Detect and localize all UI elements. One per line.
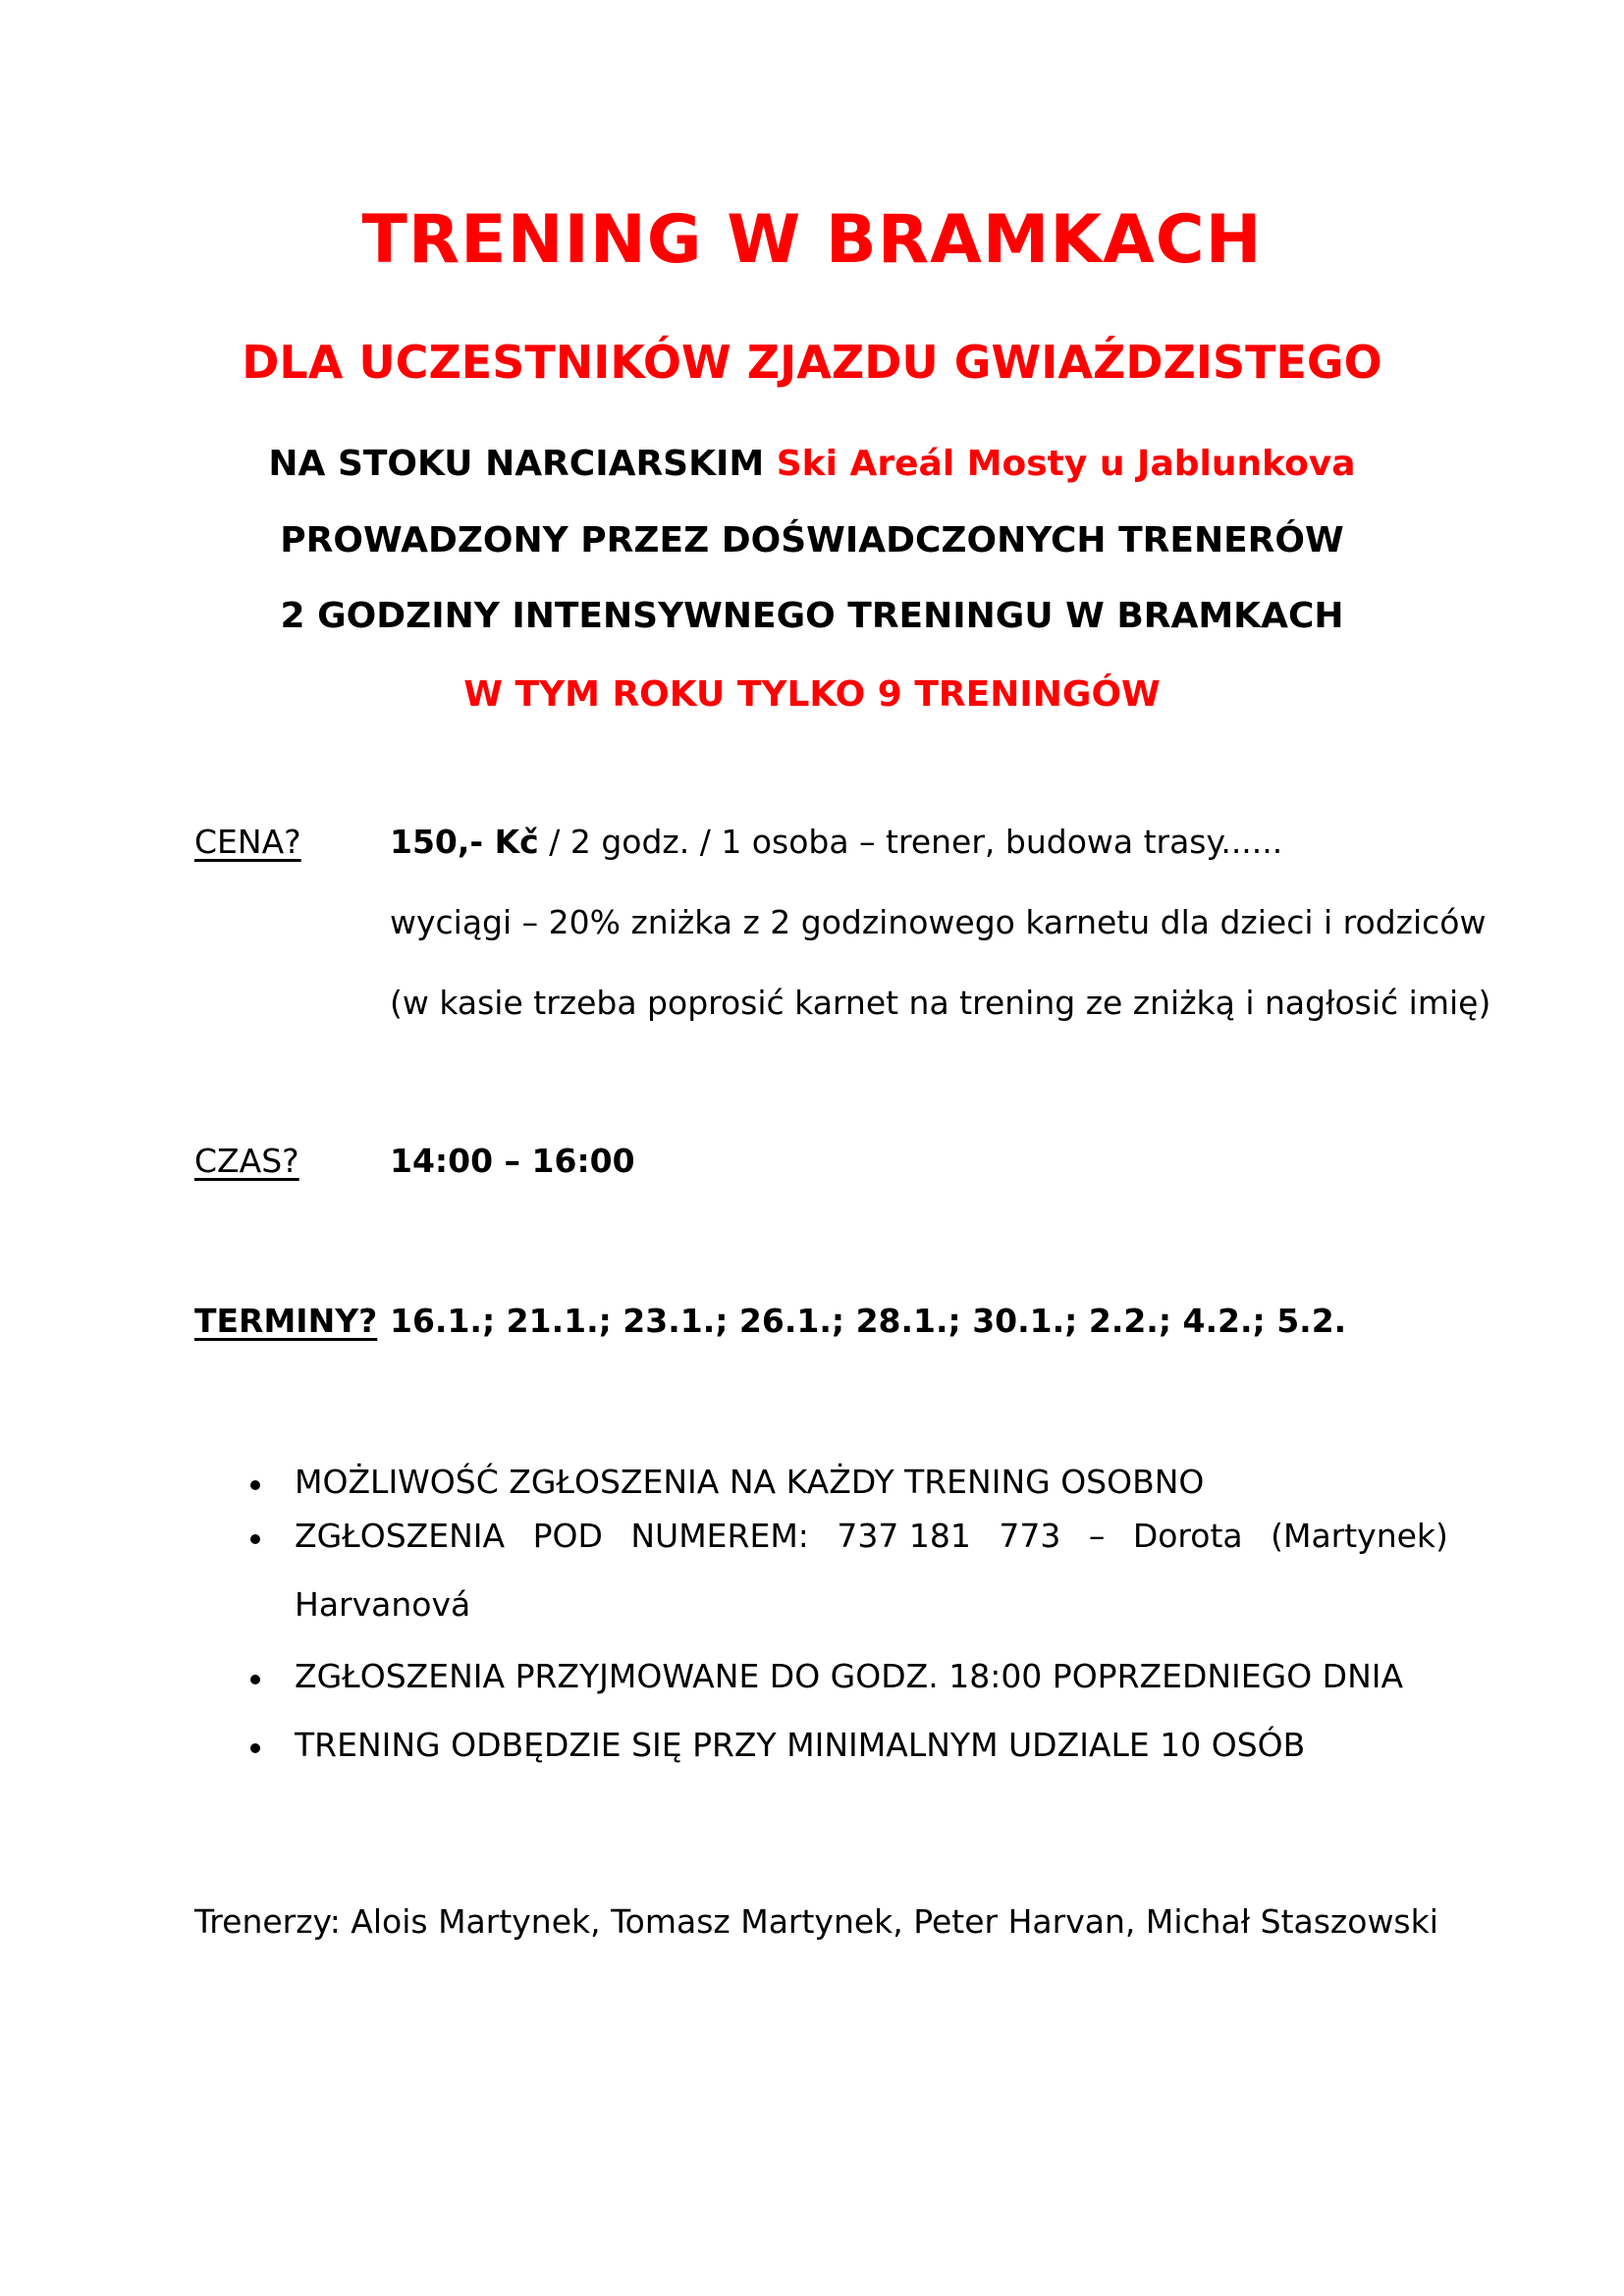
price-note: (w kasie trzeba poprosić karnet na trening ze zniżką i nagłosić imię)	[390, 984, 1491, 1022]
word: POD	[532, 1517, 603, 1555]
price-amount: 150,- Kč	[390, 823, 539, 861]
dates-label: TERMINY?	[194, 1302, 378, 1340]
list-item-text: Harvanová	[295, 1585, 471, 1624]
word: –	[1088, 1517, 1106, 1555]
word: 773	[999, 1517, 1061, 1555]
location-line	[0, 444, 1624, 484]
trainers-footer: Trenerzy: Alois Martynek, Tomasz Martynek, Peter Harvan, Michał Staszowski	[194, 1902, 1438, 1941]
price-details: / 2 godz. / 1 osoba – trener, budowa trasy......	[538, 823, 1283, 861]
trainers-line: PROWADZONY PRZEZ DOŚWIADCZONYCH TRENERÓW	[280, 520, 1344, 561]
bullet-icon	[250, 1675, 260, 1684]
list-item-text	[295, 1517, 1448, 1555]
bullet-icon	[250, 1480, 260, 1490]
word: 737 181	[837, 1517, 971, 1555]
bullet-icon	[250, 1743, 260, 1753]
word: ZGŁOSZENIA	[295, 1517, 506, 1555]
time-label: CZAS?	[194, 1142, 299, 1180]
location-prefix: NA STOKU NARCIARSKIM	[268, 444, 777, 484]
page-title: TRENING W BRAMKACH	[361, 201, 1263, 279]
count-line: W TYM ROKU TYLKO 9 TRENINGÓW	[463, 674, 1161, 715]
price-lifts: wyciągi – 20% zniżka z 2 godzinowego karnetu dla dzieci i rodziców	[390, 903, 1487, 941]
dates-value: 16.1.; 21.1.; 23.1.; 26.1.; 28.1.; 30.1.; 2.2.; 4.2.; 5.2.	[390, 1302, 1347, 1340]
time-value: 14:00 – 16:00	[390, 1142, 635, 1180]
page-subtitle: DLA UCZESTNIKÓW ZJAZDU GWIAŹDZISTEGO	[242, 336, 1382, 389]
price-label: CENA?	[194, 823, 301, 861]
word: NUMEREM:	[630, 1517, 809, 1555]
word: (Martynek)	[1271, 1517, 1448, 1555]
word: Dorota	[1132, 1517, 1243, 1555]
list-item-text: ZGŁOSZENIA PRZYJMOWANE DO GODZ. 18:00 POPRZEDNIEGO DNIA	[295, 1657, 1404, 1695]
price-value	[390, 823, 1282, 861]
location-name: Ski Areál Mosty u Jablunkova	[776, 444, 1356, 484]
bullet-icon	[250, 1534, 260, 1544]
hours-line: 2 GODZINY INTENSYWNEGO TRENINGU W BRAMKACH	[280, 596, 1344, 636]
list-item-text: MOŻLIWOŚĆ ZGŁOSZENIA NA KAŻDY TRENING OSOBNO	[295, 1463, 1205, 1501]
list-item-text: TRENING ODBĘDZIE SIĘ PRZY MINIMALNYM UDZIALE 10 OSÓB	[295, 1726, 1306, 1764]
